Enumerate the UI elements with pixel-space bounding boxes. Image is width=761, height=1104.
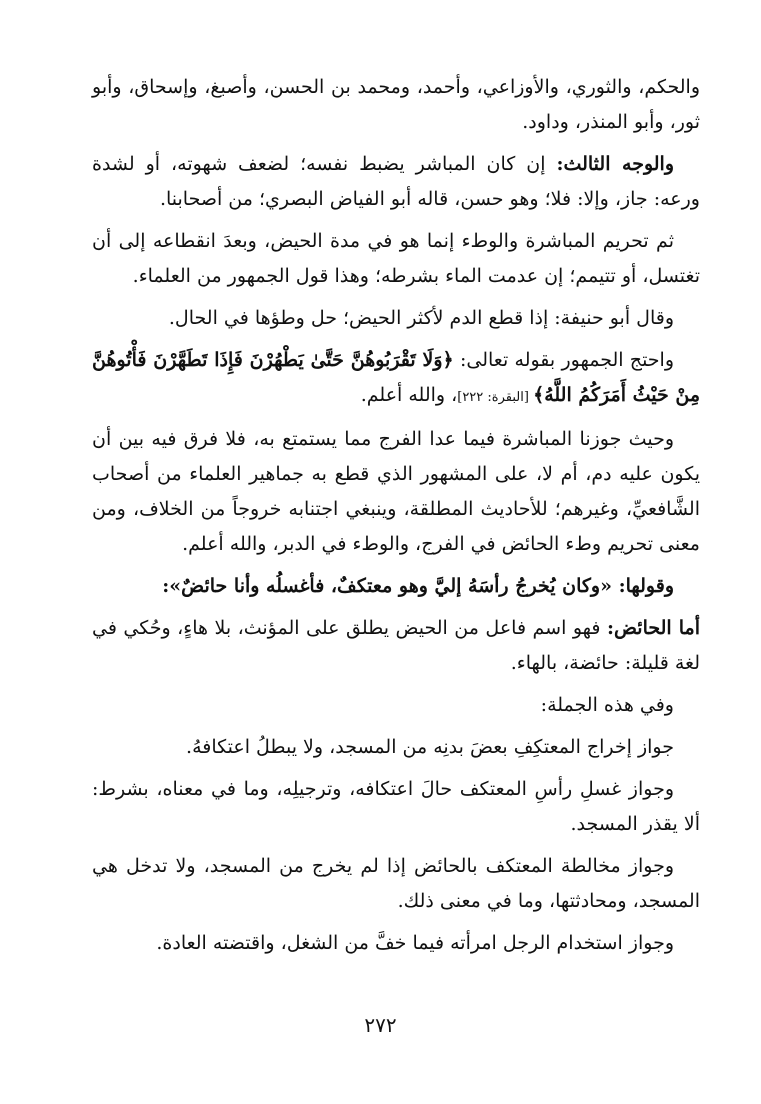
paragraph-10-text: جواز إخراج المعتكِفِ بعضَ بدنِه من المسجد، ولا يبطلُ اعتكافهُ.	[186, 736, 674, 758]
paragraph-5-before: واحتج الجمهور بقوله تعالى:	[453, 349, 674, 371]
paragraph-8-text: فهو اسم فاعل من الحيض يطلق على المؤنث، بلا هاءٍ، وحُكي في لغة قليلة: حائضة، بالهاء.	[92, 617, 700, 674]
paragraph-5	[92, 343, 700, 415]
paragraph-12-text: وجواز مخالطة المعتكف بالحائض إذا لم يخرج من المسجد، ولا تدخل هي المسجد، ومحادثتها، وما في معنى ذلك.	[92, 855, 700, 912]
paragraph-10	[92, 730, 700, 765]
quran-verse: ﴿وَلَا تَقْرَبُوهُنَّ حَتَّىٰ يَطْهُرْنَ فَإِذَا تَطَهَّرْنَ فَأْتُوهُنَّ مِنْ حَيْثُ أَمَرَكُمُ اللَّهُ﴾	[92, 349, 700, 406]
paragraph-11	[92, 772, 700, 842]
paragraph-13-text: وجواز استخدام الرجل امرأته فيما خفَّ من الشغل، واقتضته العادة.	[156, 932, 674, 954]
paragraph-7-text: وقولها: «وكان يُخرجُ رأسَهُ إليَّ وهو معتكفٌ، فأغسلُه وأنا حائضٌ»:	[162, 575, 674, 597]
paragraph-3-text: ثم تحريم المباشرة والوطء إنما هو في مدة الحيض، وبعدَ انقطاعه إلى أن تغتسل، أو تتيمم؛ إن عدمت الماء بشرطه؛ وهذا قول الجمهور من العلماء.	[92, 230, 700, 287]
paragraph-13	[92, 926, 700, 961]
paragraph-8	[92, 611, 700, 681]
paragraph-2-text: إن كان المباشر يضبط نفسه؛ لضعف شهوته، أو لشدة ورعه: جاز، وإلا: فلا؛ وهو حسن، قاله أبو الفياض البصري؛ من أصحابنا.	[92, 153, 700, 210]
paragraph-1-text: والحكم، والثوري، والأوزاعي، وأحمد، ومحمد بن الحسن، وأصبغ، وإسحاق، وأبو ثور، وأبو المنذر، وداود.	[92, 76, 700, 133]
page-number: ٢٧٢	[364, 1013, 397, 1037]
paragraph-1	[92, 70, 700, 140]
paragraph-6-text: وحيث جوزنا المباشرة فيما عدا الفرج مما يستمتع به، فلا فرق فيه بين أن يكون عليه دم، أم لا، على المشهور الذي قطع به جماهير العلماء من أصحاب الشَّافعيِّ، وغيرهم؛ للأحاديث المطلقة، وينبغي اجتنابه خروجاً من الخلاف، ومن معنى تحريم وطء الحائض في الفرج، والوطء في الدبر، والله أعلم.	[92, 428, 700, 555]
paragraph-11-text: وجواز غسلِ رأسِ المعتكف حالَ اعتكافه، وترجيلِه، وما في معناه، بشرط: ألا يقذر المسجد.	[92, 778, 700, 835]
paragraph-2	[92, 147, 700, 217]
paragraph-5-after: ، والله أعلم.	[360, 384, 458, 406]
paragraph-6	[92, 422, 700, 562]
page-body	[92, 70, 700, 968]
paragraph-3	[92, 224, 700, 294]
paragraph-12	[92, 849, 700, 919]
paragraph-9	[92, 688, 700, 723]
paragraph-4-text: وقال أبو حنيفة: إذا قطع الدم لأكثر الحيض؛ حل وطؤها في الحال.	[168, 307, 674, 329]
paragraph-2-lead: والوجه الثالث:	[556, 153, 674, 175]
quran-reference: [البقرة: ٢٢٢]	[457, 390, 534, 405]
paragraph-7-hadith-quote	[92, 569, 700, 604]
paragraph-4	[92, 301, 700, 336]
paragraph-9-text: وفي هذه الجملة:	[540, 694, 674, 716]
paragraph-8-lead: أما الحائض:	[606, 617, 700, 639]
